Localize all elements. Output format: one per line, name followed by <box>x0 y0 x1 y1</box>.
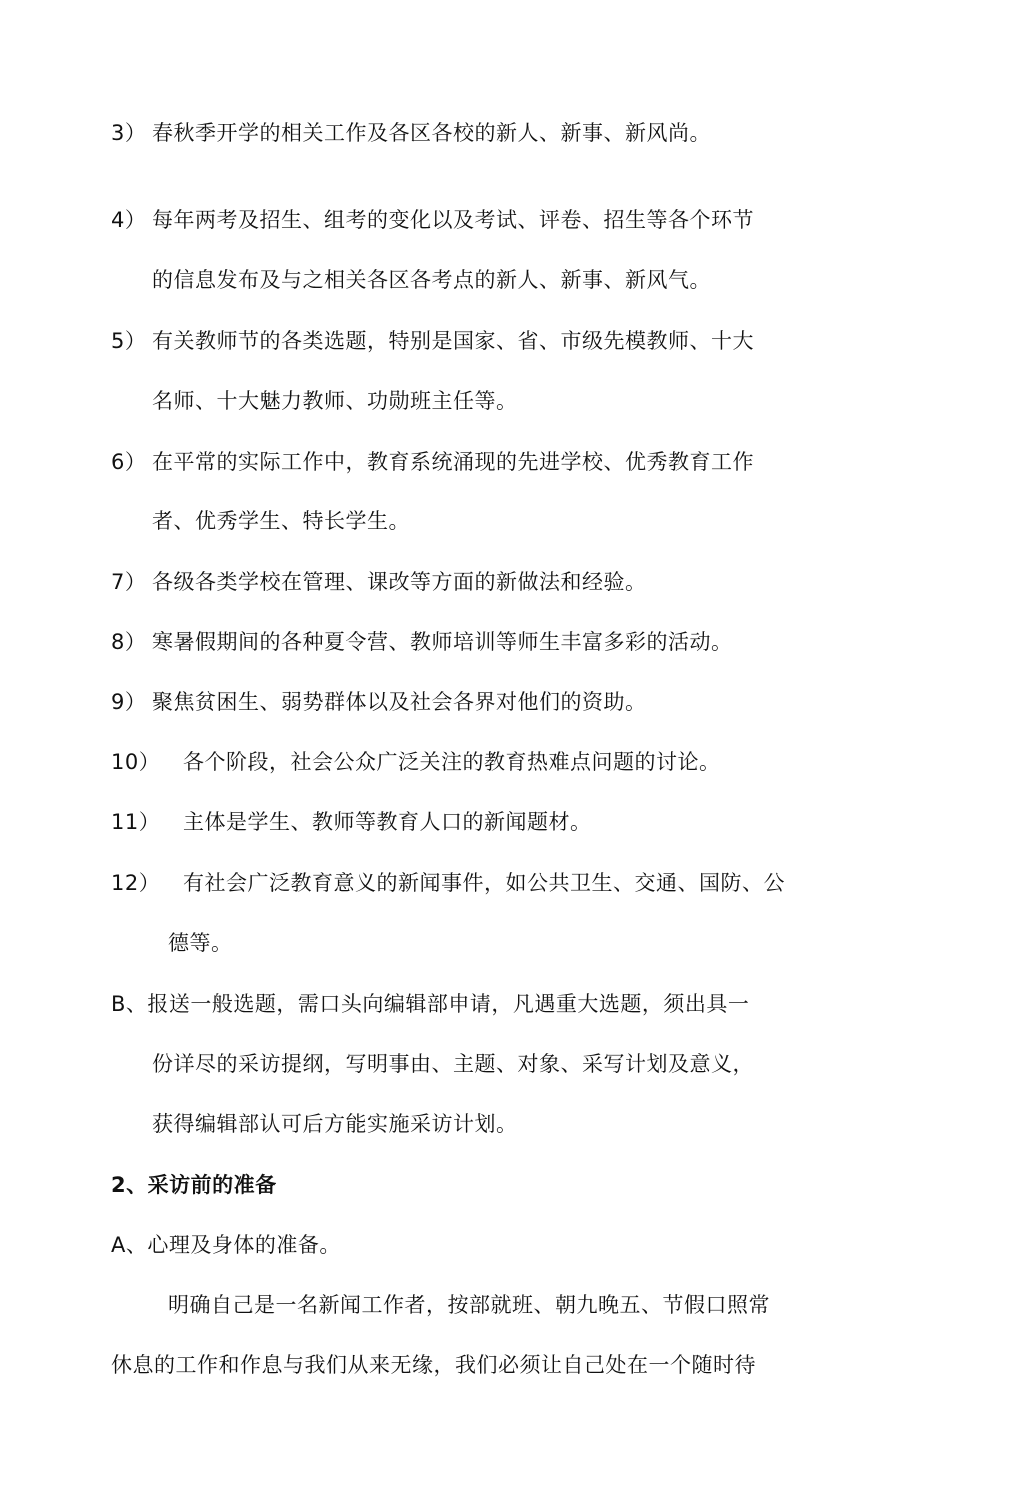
item-number: 7） <box>111 570 147 594</box>
item-text: 各级各类学校在管理、课改等方面的新做法和经验。 <box>152 570 647 594</box>
item-number: 12） <box>111 871 161 895</box>
item-text: 寒暑假期间的各种夏令营、教师培训等师生丰富多彩的活动。 <box>152 630 733 654</box>
item-number: 11） <box>111 810 161 834</box>
item-number: 4） <box>111 208 147 232</box>
item-text: 者、优秀学生、特长学生。 <box>152 509 410 533</box>
item-text: 德等。 <box>168 931 233 955</box>
item-number: 9） <box>111 690 147 714</box>
section-b-line: B、报送一般选题，需口头向编辑部申请，凡遇重大选题，须出具一 <box>111 992 750 1016</box>
body-paragraph-line: 休息的工作和作息与我们从来无缘，我们必须让自己处在一个随时待 <box>111 1353 756 1377</box>
item-text: 每年两考及招生、组考的变化以及考试、评卷、招生等各个环节 <box>152 208 754 232</box>
item-number: 6） <box>111 450 147 474</box>
item-text: 主体是学生、教师等教育人口的新闻题材。 <box>183 810 592 834</box>
subsection-a-text: A、心理及身体的准备。 <box>111 1233 341 1257</box>
item-text: 有关教师节的各类选题，特别是国家、省、市级先模教师、十大 <box>152 329 754 353</box>
section-b-line: 份详尽的采访提纲，写明事由、主题、对象、采写计划及意义， <box>152 1052 754 1076</box>
item-text: 有社会广泛教育意义的新闻事件，如公共卫生、交通、国防、公 <box>183 871 785 895</box>
item-text: 名师、十大魅力教师、功勋班主任等。 <box>152 389 518 413</box>
item-text: 的信息发布及与之相关各区各考点的新人、新事、新风气。 <box>152 268 711 292</box>
body-paragraph-line: 明确自己是一名新闻工作者，按部就班、朝九晚五、节假口照常 <box>168 1293 770 1317</box>
item-number: 5） <box>111 329 147 353</box>
item-text: 聚焦贫困生、弱势群体以及社会各界对他们的资助。 <box>152 690 647 714</box>
item-text: 春秋季开学的相关工作及各区各校的新人、新事、新风尚。 <box>152 121 711 145</box>
item-text: 在平常的实际工作中，教育系统涌现的先进学校、优秀教育工作 <box>152 450 754 474</box>
item-number: 3） <box>111 121 147 145</box>
item-number: 10） <box>111 750 161 774</box>
section-heading-text: 2、采访前的准备 <box>111 1173 277 1197</box>
section-b-line: 获得编辑部认可后方能实施采访计划。 <box>152 1112 518 1136</box>
item-text: 各个阶段，社会公众广泛关注的教育热难点问题的讨论。 <box>183 750 721 774</box>
item-number: 8） <box>111 630 147 654</box>
